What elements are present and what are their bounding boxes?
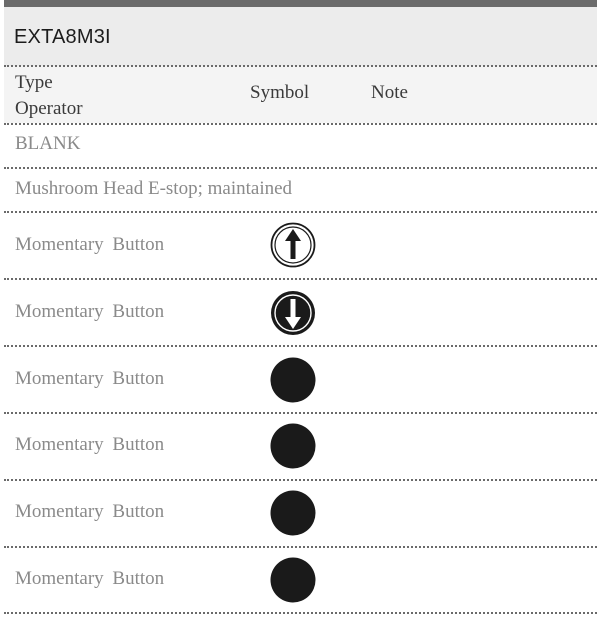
row-momentary-operator: Momentary Button: [15, 434, 165, 455]
row-momentary-operator: Momentary Button: [15, 568, 165, 589]
filled-circle-icon: [270, 423, 316, 469]
filled-circle-icon: [270, 357, 316, 403]
row-divider: [4, 211, 597, 213]
top-border-bar: [4, 0, 597, 7]
filled-circle-icon: [270, 557, 316, 603]
row-divider: [4, 546, 597, 548]
row-momentary-operator: Momentary Button: [15, 301, 165, 322]
row-momentary-operator: Momentary Button: [15, 501, 165, 522]
row-momentary-operator: Momentary Button: [15, 368, 165, 389]
row-divider: [4, 167, 597, 169]
filled-circle-icon: [270, 490, 316, 536]
row-mushroom-operator: Mushroom Head E-stop; maintained: [15, 178, 293, 199]
row-momentary-operator: Momentary Button: [15, 234, 165, 255]
header-note: Note: [371, 82, 408, 103]
header-type: Type: [15, 72, 53, 93]
header-symbol: Symbol: [250, 82, 310, 103]
table-title: EXTA8M3I: [14, 26, 111, 48]
arrow-up-icon: [270, 222, 316, 268]
header-top-rule: [4, 65, 597, 67]
row-divider: [4, 412, 597, 414]
row-divider: [4, 278, 597, 280]
row-blank-operator: BLANK: [15, 133, 81, 154]
arrow-down-icon: [270, 290, 316, 336]
header-bottom-rule: [4, 123, 597, 125]
row-divider: [4, 345, 597, 347]
header-operator: Operator: [15, 98, 83, 119]
row-divider: [4, 612, 597, 614]
row-divider: [4, 479, 597, 481]
